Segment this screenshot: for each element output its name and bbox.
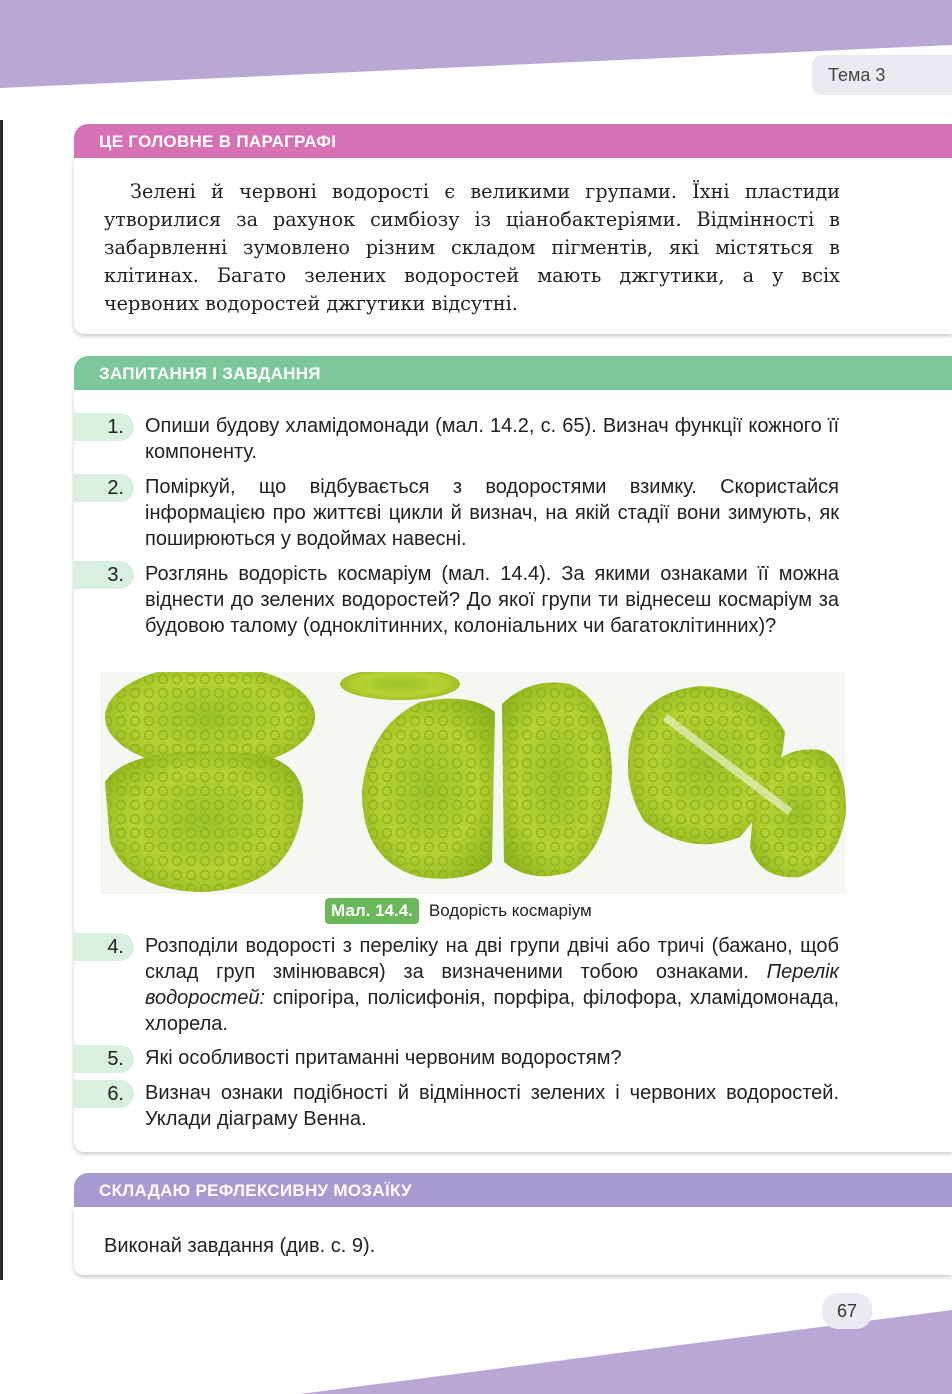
task-text: Опиши будову хламідомонади (мал. 14.2, с. 65). Визнач функції кожного її компоненту.: [145, 415, 839, 463]
questions-title: ЗАПИТАННЯ І ЗАВДАННЯ: [99, 364, 321, 383]
task-number: 1.: [74, 413, 134, 441]
task-main-text: Розподіли водорості з переліку на дві групи двічі або тричі (бажано, щоб склад груп змінювався) за визначеними тобою ознаками.: [145, 935, 839, 983]
bottom-decorative-band: [0, 1300, 952, 1394]
topic-label: Тема 3: [828, 65, 886, 85]
figure-label: Мал. 14.4.: [325, 898, 419, 924]
questions-header: [74, 356, 952, 390]
figure-caption-text: Водорість космаріум: [428, 901, 592, 920]
summary-text: Зелені й червоні водорості є великими групами. Їхні пластиди утворилися за рахунок симбіозу із ціанобактеріями. Відмінності в забарвленні зумовлено різним складом пігментів, які містяться в клітинах. Багато зелених водоростей мають джгутики, а у всіх червоних водоростей джгутики відсутні.: [104, 180, 840, 315]
cosmarium-photo: [100, 672, 846, 894]
left-margin-rule: [0, 120, 3, 1280]
task-text: Які особливості притаманні червоним водоростям?: [145, 1047, 622, 1069]
page-number-text: 67: [836, 1301, 858, 1321]
summary-header: [74, 124, 952, 158]
task-number: 5.: [74, 1045, 134, 1073]
task-text: Поміркуй, що відбувається з водоростями взимку. Скористайся інформацією про життєві цикли й визнач, на якій стадії вони зимують, як поширюються у водоймах навесні.: [145, 476, 839, 550]
figure-caption: [325, 898, 592, 924]
algae-list-label: Перелік водоростей:: [145, 961, 839, 1009]
top-decorative-band: [0, 0, 952, 100]
task-number: 4.: [74, 933, 134, 961]
task-text: [145, 933, 839, 1037]
task-text: Розглянь водорість космаріум (мал. 14.4). За якими ознаками її можна віднести до зелених водоростей? До якої групи ти віднесеш космаріум за будовою талому (одноклітинних, колоніальних чи багатоклітинних)?: [145, 563, 839, 637]
reflex-header: [74, 1173, 952, 1207]
summary-box: [74, 158, 952, 334]
reflex-text: Виконай завдання (див. с. 9).: [104, 1235, 376, 1257]
page-number: [822, 1293, 872, 1329]
summary-paragraph: [74, 158, 952, 318]
summary-title: ЦЕ ГОЛОВНЕ В ПАРАГРАФІ: [99, 132, 337, 151]
algae-list: спірогіра, полісифонія, порфіра, філофора, хламідомонада, хлорела.: [145, 987, 839, 1035]
reflex-title: СКЛАДАЮ РЕФЛЕКСИВНУ МОЗАЇКУ: [99, 1181, 412, 1200]
task-number: 3.: [74, 561, 134, 589]
reflex-box: [74, 1207, 952, 1275]
task-number: 2.: [74, 474, 134, 502]
topic-tab: [812, 55, 952, 95]
task-text: Визнач ознаки подібності й відмінності зелених і червоних водоростей. Уклади діаграму Венна.: [145, 1082, 839, 1130]
task-number: 6.: [74, 1080, 134, 1108]
